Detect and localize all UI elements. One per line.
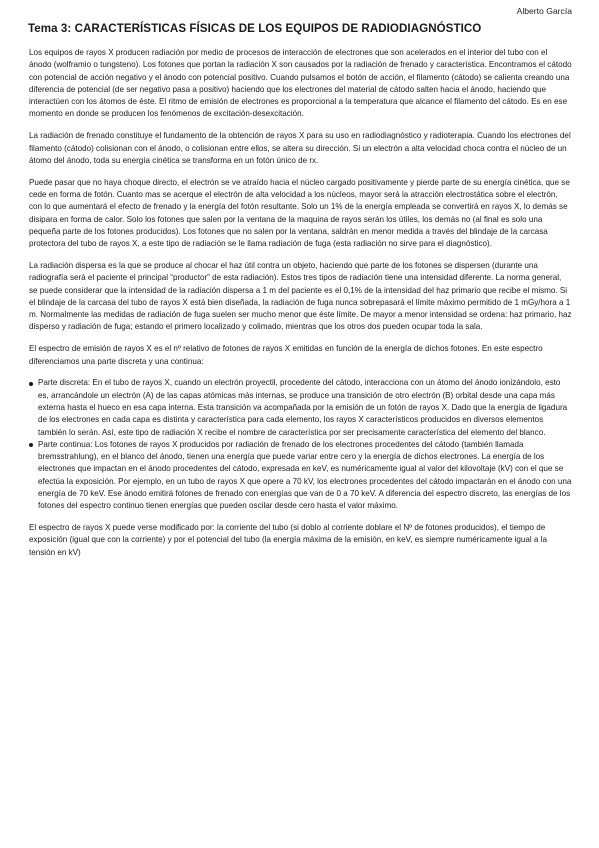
list-item-text: Parte discreta: En el tubo de rayos X, cuando un electrón proyectil, procedente del cátodo, interacciona con un átomo del ánodo ionizándolo, esto es, arrancándole un electrón (A) de las capas atómicas más internas, se produce una transición de otro electrón (B) orbital desde una capa más externa hasta el hueco en esa capa interna. Esta transición va acompañada por la emisión de un fotón de rayos X. Dado que la energía de ligadura de los electrones en cada capa es distinta y característica para cada elemento, los rayos X característicos producidos en diversos elementos también lo serán. Así, este tipo de radiación X recibe el nombre de característica por ser precisamente característica del elemento del blanco. (38, 378, 568, 437)
paragraph-intro: Los equipos de rayos X producen radiación por medio de procesos de interacción de electrones que son acelerados en el interior del tubo con el ánodo (wolframio o tungsteno). Los fotones que portan la radiación X son causados por la radiación de frenado y característica. Encontramos el cátodo con potencial de acción negativo y el ánodo con potencial positivo. Cuando pulsamos el botón de acción, el filamento (cátodo) se calienta creando una diferencia de potencial (de ser negativo pasa a positivo) haciendo que los electrones del material de cátodo salten hacia el ánodo, haciendo que interactúen con los átomos de éste. El ritmo de emisión de electrones es proporcional a la temperatura que alcance el filamento del cátodo. Es en ese momento en donde se producen los fenómenos de excitación-desexcitación. (29, 48, 572, 119)
paragraph-indirect-collision: Puede pasar que no haya choque directo, el electrón se ve atraído hacia el núcleo cargado positivamente y pierde parte de su energía cinética, que se cede en forma de fotón. Cuanto mas se acerque el electrón de alta velocidad a los núcleos, mayor será la atracción electrostática sobre el electrón, con lo que aumentará el efecto de frenado y la energía del fotón resultante. Solo un 1% de la energía empleada se convertirá en rayos X, lo demás se disipara en forma de calor. Solo los fotones que salen por la ventana de la maquina de rayos serán los útiles, los demás no (al final es solo una pequeña parte de los fotones producidos). Los fotones que no salen por la ventana, saldrán en menor medida a través del blindaje de la carcasa protectora del tubo de rayos X, a este tipo de radiación se le llama radiación de fuga (esta radiación no sirve para el diagnóstico). (29, 177, 570, 249)
author-name: Alberto García (516, 6, 572, 16)
page-title: Tema 3: CARACTERÍSTICAS FÍSICAS DE LOS EQUIPOS DE RADIODIAGNÓSTICO (28, 22, 482, 35)
paragraph-scatter-radiation: La radiación dispersa es la que se produce al chocar el haz útil contra un objeto, haciendo que parte de los fotones se dispersen (durante una radiografía será el paciente el principal “productor” de esta radiación). Estos tres tipos de radiación tiene una intensidad diferente. La norma general, se puede considerar que la intensidad de la radiación dispersa a 1 m del paciente es el 0,1% de la intensidad del haz primario que recibe el mismo. Si el blindaje de la carcasa del tubo de rayos X está bien diseñada, la radiación de fuga nunca sobrepasará el límite máximo permitido de 1 mGy/hora a 1 m. Normalmente las medidas de radiación de fuga suelen ser mucho menor que éste límite. De mayor a menor intensidad se ordena: haz primario, haz disperso y radiación de fuga; estando el primero localizado y colimado, mientras que los otros dos pueden ocupar toda la sala. (29, 260, 572, 332)
paragraph-emission-spectrum: El espectro de emisión de rayos X es el nº relativo de fotones de rayos X emitidas en función de la energía de dichos fotones. En este espectro diferenciamos una parte discreta y una continua: (29, 344, 543, 366)
paragraph-bremsstrahlung: La radiación de frenado constituye el fundamento de la obtención de rayos X para su uso en radiodiagnóstico y radioterapia. Cuando los electrones del filamento (cátodo) colisionan con el ánodo, o colisionan entre ellos, se altera su dirección. Si un electrón a alta velocidad choca contra el núcleo de un átomo del ánodo, toda su energía cinética se transforma en un fotón único de rx. (29, 131, 571, 165)
paragraph-closing: El espectro de rayos X puede verse modificado por: la corriente del tubo (si doblo al corriente doblare el Nº de fotones producidos), el tiempo de exposición (igual que con la corriente) y por el potencial del tubo (la energía máxima de la emisión, en keV, es siempre numéricamente igual a la tensión en kV) (29, 523, 547, 557)
list-item-discrete (29, 377, 572, 438)
list-item-continuous (29, 439, 572, 513)
bullet-icon (29, 382, 33, 386)
bullet-icon (29, 443, 33, 447)
spectrum-list (29, 377, 572, 512)
list-item-text: Parte continua: Los fotones de rayos X producidos por radiación de frenado de los electrones procedentes del cátodo (también llamada bremsstrahlung), en el blanco del ánodo, tienen una energía que puede variar entre cero y la energía de dichos electrones. La energía de los electrones que impactan en el ánodo procedentes del cátodo, expresada en keV, es numéricamente igual al valor del kilovoltaje (kV) con el que se efectúa la exposición. Por ejemplo, en un tubo de rayos X que opere a 70 kV, los electrones procedentes del cátodo impactarán en el ánodo con una energía de 70 keV. Ese ánodo emitirá fotones de frenado con energías que van de 0 a 70 keV. A diferencia del espectro discreto, las energías de los fotones del espectro continuo tienen energías que pueden oscilar desde cero hasta el valor máximo. (38, 439, 572, 511)
document-body (29, 47, 572, 568)
